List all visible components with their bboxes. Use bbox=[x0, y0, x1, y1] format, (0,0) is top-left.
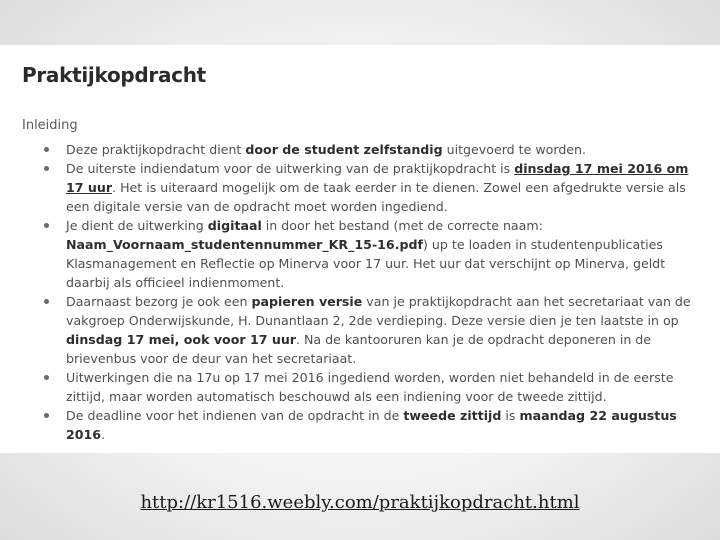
item-bold: maandag 22 augustus 2016 bbox=[66, 408, 677, 442]
item-bold: door de student zelfstandig bbox=[245, 142, 443, 157]
item-text: De deadline voor het indienen van de opdracht in de bbox=[66, 408, 404, 423]
source-url[interactable]: http://kr1516.weebly.com/praktijkopdracht.html bbox=[140, 492, 580, 513]
bullet-icon bbox=[44, 223, 49, 228]
list-item bbox=[40, 140, 710, 159]
item-text: Uitwerkingen die na 17u op 17 mei 2016 ingediend worden, worden niet behandeld in de eerste zittijd, maar worden automatisch beschouwd als een indiening voor de tweede zittijd. bbox=[66, 370, 674, 404]
bullet-icon bbox=[44, 375, 49, 380]
list-item bbox=[40, 368, 710, 406]
item-bold: papieren versie bbox=[251, 294, 363, 309]
page-title: Praktijkopdracht bbox=[22, 63, 206, 87]
list-item bbox=[40, 406, 710, 444]
item-text: Deze praktijkopdracht dient bbox=[66, 142, 246, 157]
list-item bbox=[40, 292, 710, 368]
item-text: . bbox=[101, 427, 106, 442]
item-text: in door het bestand (met de correcte naam: bbox=[261, 218, 543, 233]
bullet-icon bbox=[44, 299, 49, 304]
item-text: ) up te loaden in studentenpublicaties Klasmanagement en Reflectie op Minerva voor 17 uur. Het uur dat verschijnt op Minerva, geldt daarbij als officieel indienmoment. bbox=[66, 237, 666, 290]
item-bold: dinsdag 17 mei, ook voor 17 uur bbox=[66, 332, 296, 347]
list-item bbox=[40, 159, 710, 216]
item-text: . Het is uiteraard mogelijk om de taak eerder in te dienen. Zowel een afgedrukte versie als een digitale versie van de opdracht moet worden ingediend. bbox=[66, 180, 686, 214]
item-bold: tweede zittijd bbox=[403, 408, 502, 423]
item-text: Daarnaast bezorg je ook een bbox=[66, 294, 252, 309]
bullet-list bbox=[40, 140, 710, 444]
bullet-icon bbox=[44, 166, 49, 171]
item-text: De uiterste indiendatum voor de uitwerking van de praktijkopdracht is bbox=[66, 161, 515, 176]
section-heading: Inleiding bbox=[22, 118, 78, 133]
item-text: . Na de kantooruren kan je de opdracht deponeren in de brievenbus voor de deur van het secretariaat. bbox=[66, 332, 652, 366]
item-bold-filename: Naam_Voornaam_studentennummer_KR_15-16.pdf bbox=[66, 237, 423, 252]
item-text: Je dient de uitwerking bbox=[66, 218, 208, 233]
list-item bbox=[40, 216, 710, 292]
item-bold-underlined: dinsdag 17 mei 2016 om 17 uur bbox=[66, 161, 689, 195]
bullet-icon bbox=[44, 413, 49, 418]
webpage-screenshot bbox=[0, 45, 720, 453]
item-text: is bbox=[501, 408, 520, 423]
source-link[interactable] bbox=[0, 492, 720, 513]
bullet-icon bbox=[44, 147, 49, 152]
item-text: uitgevoerd te worden. bbox=[442, 142, 587, 157]
item-bold: digitaal bbox=[207, 218, 262, 233]
item-text: van je praktijkopdracht aan het secretariaat van de vakgroep Onderwijskunde, H. Dunantlaan 2, 2de verdieping. Deze versie dien je ten laatste in op bbox=[66, 294, 691, 328]
